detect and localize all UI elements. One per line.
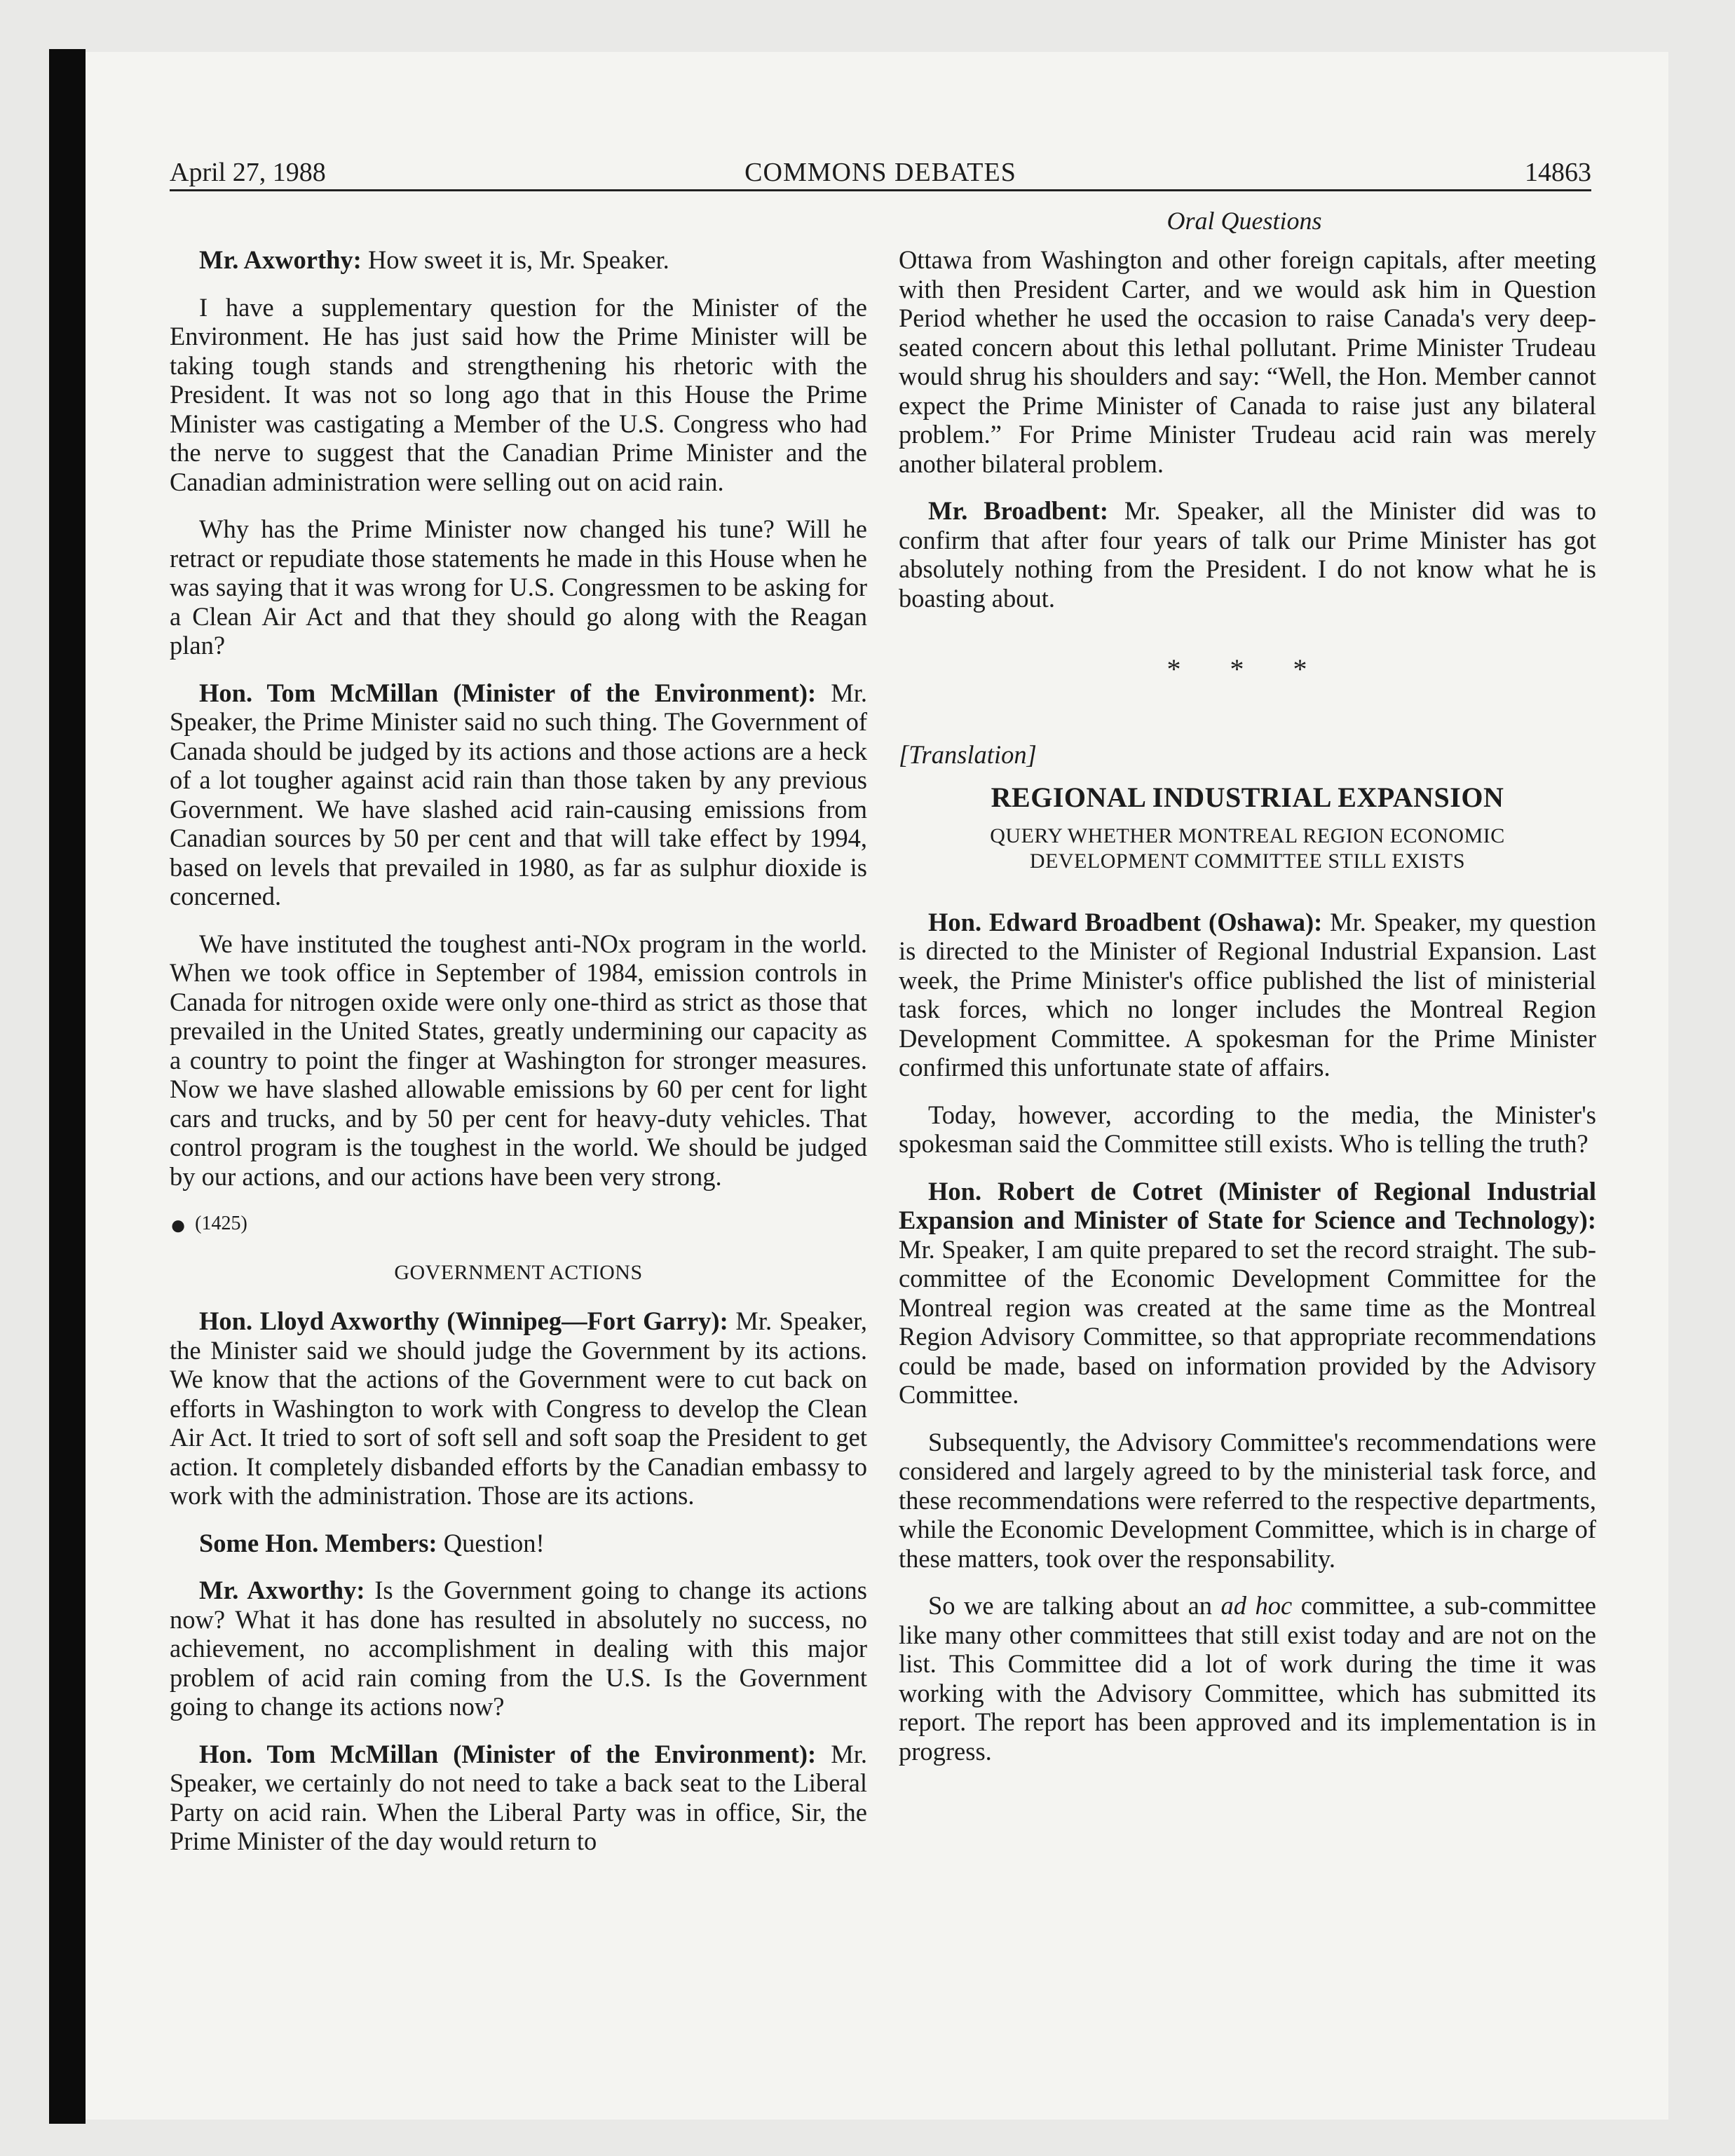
subheading [899,824,1596,874]
header-title: COMMONS DEBATES [744,158,1016,187]
header-rule [170,189,1591,191]
paragraph: Ottawa from Washington and other foreign capitals, after meeting with then President Carter, and we would ask him in Question Period whether he used the occasion to raise Canada's very deep-seated concern about this lethal pollutant. Prime Minister Trudeau would shrug his shoulders and say: “Well, the Hon. Member cannot expect the Prime Minister of Canada to raise just any bilateral problem.” For Prime Minister Trudeau acid rain was merely another bilateral problem. [899,245,1596,478]
time-marker-text: (1425) [195,1213,247,1234]
header-date: April 27, 1988 [170,158,326,187]
paragraph-text: committee, a sub-committee like many other committees that still exist today and are not on the list. This Committee did a lot of work during the time it was working with the Advisory Committee, which has submitted its report. The report has been approved and its implementation is in progress. [899,1591,1597,1766]
paragraph-text: Mr. Speaker, we certainly do not need to take a back seat to the Liberal Party on acid rain. When the Liberal Party was in office, Sir, the Prime Minister of the day would return to [170,1739,867,1856]
paragraph-text: Mr. Speaker, my question is directed to the Minister of Regional Industrial Expansion. Last week, the Prime Minister's office published the list of ministerial task forces, which no longer includes the Montreal Region Development Committee. A spokesman for the Prime Minister confirmed this unfortunate state of affairs. [899,907,1596,1082]
paragraph-text: So we are talking about an [928,1591,1221,1620]
paragraph [170,1740,867,1856]
scanner-binding-edge [49,49,86,2124]
right-column [899,245,1596,1784]
paragraph-text: Is the Government going to change its actions now? What it has done has resulted in absolutely no success, no achievement, no accomplishment in dealing with this major problem of acid rain coming from the U.S. Is the Government going to change its actions now? [170,1576,867,1721]
speaker-name: Hon. Tom McMillan (Minister of the Environment): [199,678,817,707]
time-marker [170,1209,867,1239]
left-column [170,245,867,1874]
paragraph-text: Mr. Speaker, the Minister said we should judge the Government by its actions. We know that the actions of the Government were to cut back on efforts in Washington to work with Congress to develop the Clean Air Act. It tried to sort of soft sell and soft soap the President to get action. It completely disbanded efforts by the Canadian embassy to work with the administration. Those are its actions. [170,1306,867,1510]
paragraph [170,245,867,275]
speaker-name: Hon. Lloyd Axworthy (Winnipeg—Fort Garry): [199,1306,728,1336]
paragraph [170,1306,867,1510]
page-header [170,154,1591,191]
subheading-line-1: QUERY WHETHER MONTREAL REGION ECONOMIC [990,824,1505,847]
paragraph: We have instituted the toughest anti-NOx program in the world. When we took office in September of 1984, emission controls in Canada for nitrogen oxide were only one-third as strict as those that prevailed in the United States, greatly undermining our capacity as a country to point the finger at Washington for stronger measures. Now we have slashed allowable emissions by 60 per cent for light cars and trucks, and by 50 per cent for heavy-duty vehicles. That control program is the toughest in the world. We should be judged by our actions, and our actions have been very strong. [170,929,867,1191]
paragraph [170,1529,867,1558]
translation-label-text: Translation [909,739,1027,769]
section-label: Oral Questions [1166,207,1322,235]
paragraph [899,1177,1596,1410]
section-heading: REGIONAL INDUSTRIAL EXPANSION [991,782,1504,813]
subheading-line-2: DEVELOPMENT COMMITTEE STILL EXISTS [1029,849,1466,873]
header-page-number: 14863 [1525,158,1591,187]
bullet-icon: ● [170,1208,187,1241]
paragraph: I have a supplementary question for the Minister of the Environment. He has just said how the Prime Minister will be taking tough stands and strengthening his rhetoric with the President. It was not so long ago that in this House the Prime Minister was castigating a Member of the U.S. Congress who had the nerve to suggest that the Canadian Prime Minister and the Canadian administration were selling out on acid rain. [170,292,867,496]
speaker-name: Mr. Axworthy: [199,245,362,274]
paragraph: Why has the Prime Minister now changed his tune? Will he retract or repudiate those statements he made in this House when he was saying that it was wrong for U.S. Congressmen to be asking for a Clean Air Act and that they should go along with the Reagan plan? [170,514,867,660]
translation-label: [Translation] [899,739,1037,769]
speaker-name: Hon. Edward Broadbent (Oshawa): [928,907,1323,936]
paragraph [170,678,867,911]
speaker-name: Some Hon. Members: [199,1528,437,1557]
paragraph [899,1591,1596,1766]
paragraph-text: Mr. Speaker, the Prime Minister said no such thing. The Government of Canada should be judged by its actions and those actions are a heck of a lot tougher against acid rain than those taken by any previous Government. We have slashed acid rain-causing emissions from Canadian sources by 50 per cent and that will take effect by 1994, based on levels that prevailed in 1980, as far as sulphur dioxide is concerned. [170,678,867,910]
speaker-name: Mr. Broadbent: [928,496,1109,525]
paragraph-text: How sweet it is, Mr. Speaker. [361,245,669,274]
paragraph [899,496,1596,613]
italic-term: ad hoc [1220,1591,1293,1620]
paragraph [899,908,1596,1082]
section-heading: GOVERNMENT ACTIONS [394,1261,643,1285]
speaker-name: Hon. Robert de Cotret (Minister of Regional Industrial Expansion and Minister of State for Science and Technology): [899,1176,1596,1234]
paragraph-text: Mr. Speaker, all the Minister did was to confirm that after four years of talk our Prime Minister has got absolutely nothing from the President. I do not know what he is boasting about. [899,496,1596,613]
section-break-stars: * * * [1166,653,1328,685]
paragraph: Subsequently, the Advisory Committee's recommendations were considered and largely agreed to by the ministerial task force, and these recommendations were referred to the respective departments, while the Economic Development Committee, which is in charge of these matters, took over the responsability. [899,1427,1596,1573]
paragraph-text: Mr. Speaker, I am quite prepared to set the record straight. The sub-committee of the Economic Development Committee for the Montreal region was created at the same time as the Montreal Region Advisory Committee, so that appropriate recommendations could be made, based on information provided by the Advisory Committee. [899,1234,1596,1409]
speaker-name: Hon. Tom McMillan (Minister of the Environment): [199,1739,817,1768]
paragraph-text: Question! [437,1528,545,1557]
speaker-name: Mr. Axworthy: [199,1576,365,1605]
paragraph [170,1576,867,1721]
paragraph: Today, however, according to the media, the Minister's spokesman said the Committee still exists. Who is telling the truth? [899,1100,1596,1158]
